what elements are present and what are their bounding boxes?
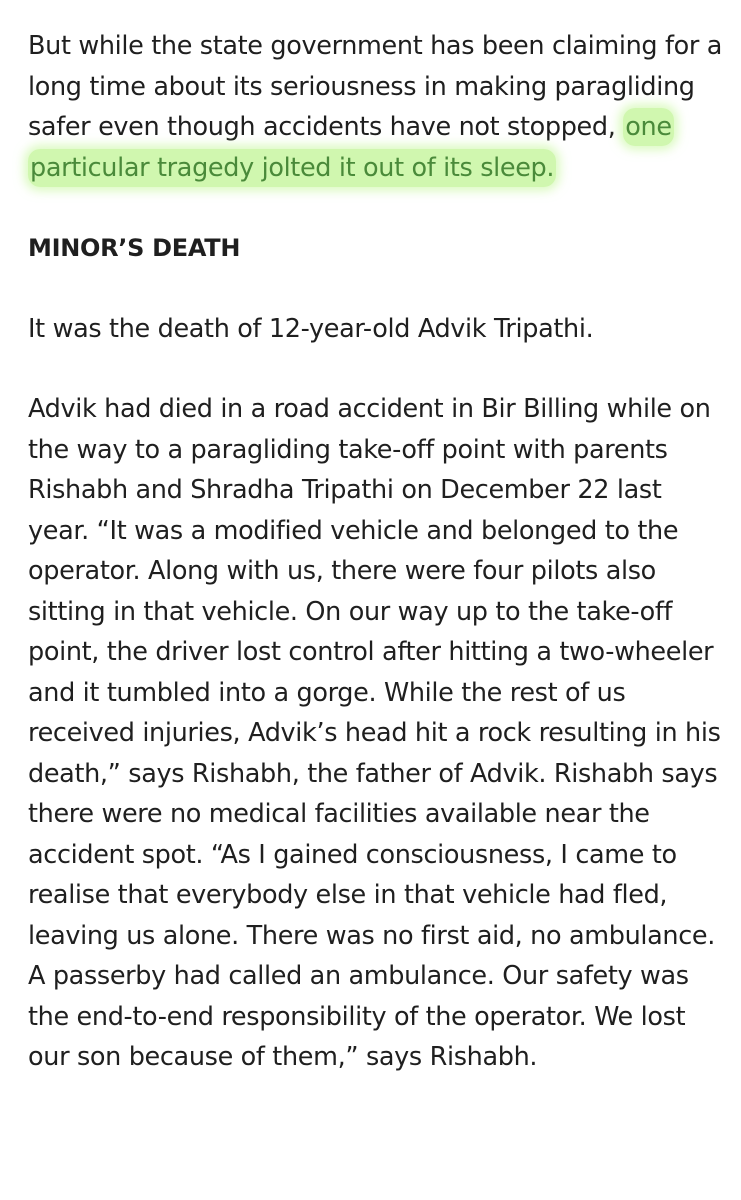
highlighted-text: one particular tragedy jolted it out of its sleep. xyxy=(28,108,674,187)
paragraph-death: It was the death of 12-year-old Advik Tripathi. xyxy=(28,313,594,344)
intro-text: But while the state government has been claiming for a long time about its seriousness in making paragliding safer even though accidents have not stopped, xyxy=(28,31,723,142)
paragraph-intro xyxy=(28,26,723,188)
article-body xyxy=(28,26,723,1118)
paragraph-account: Advik had died in a road accident in Bir Billing while on the way to a paragliding take-off point with parents Rishabh and Shradha Tripathi on December 22 last year. “It was a modified vehicle and belonged to the operator. Along with us, there were four pilots also sitting in that vehicle. On our way up to the take-off point, the driver lost control after hitting a two-wheeler and it tumbled into a gorge. While the rest of us received injuries, Advik’s head hit a rock resulting in his death,” says Rishabh, the father of Advik. Rishabh says there were no medical facilities available near the accident spot. “As I gained consciousness, I came to realise that everybody else in that vehicle had fled, leaving us alone. There was no first aid, no ambulance. A passerby had called an ambulance. Our safety was the end-to-end responsibility of the operator. We lost our son because of them,” says Rishabh. xyxy=(28,394,721,1072)
section-heading: MINOR’S DEATH xyxy=(28,234,241,262)
